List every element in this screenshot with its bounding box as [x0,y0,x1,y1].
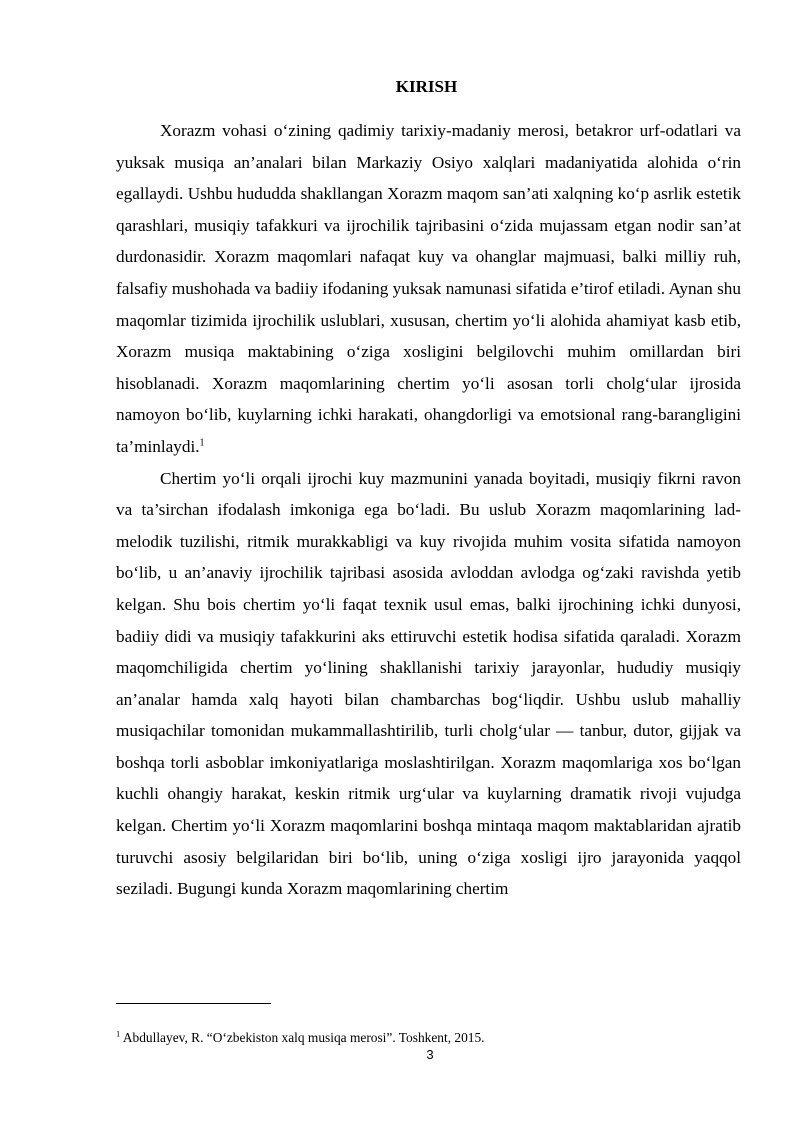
paragraph-text: Xorazm vohasi o‘zining qadimiy tarixiy-madaniy merosi, betakror urf-odatlari va yuksak musiqa an’analari bilan Markaziy Osiyo xalqlari madaniyatida alohida o‘rin egallaydi. Ushbu hududda shakllangan Xorazm maqom san’ati xalqning ko‘p asrlik estetik qarashlari, musiqiy tafakkuri va ijrochilik tajribasini o‘zida mujassam etgan nodir san’at durdonasidir. Xorazm maqomlari nafaqat kuy va ohanglar majmuasi, balki milliy ruh, falsafiy mushohada va badiiy ifodaning yuksak namunasi sifatida e’tirof etiladi. Aynan shu maqomlar tizimida ijrochilik uslublari, xususan, chertim yo‘li alohida ahamiyat kasb etib, Xorazm musiqa maktabining o‘ziga xosligini belgilovchi muhim omillardan biri hisoblanadi. Xorazm maqomlarining chertim yo‘li asosan torli cholg‘ular ijrosida namoyon bo‘lib, kuylarning ichki harakati, ohangdorligi va emotsional rang-barangligini ta’minlaydi. [116,121,741,456]
paragraph: Chertim yo‘li orqali ijrochi kuy mazmunini yanada boyitadi, musiqiy fikrni ravon va ta’sirchan ifodalash imkoniga ega bo‘ladi. Bu uslub Xorazm maqomlarining lad-melodik tuzilishi, ritmik murakkabligi va kuy rivojida muhim vosita sifatida namoyon bo‘lib, u an’anaviy ijrochilik tajribasi asosida avloddan avlodga og‘zaki ravishda yetib kelgan. Shu bois chertim yo‘li faqat texnik usul emas, balki ijrochining ichki dunyosi, badiiy didi va musiqiy tafakkurini aks ettiruvchi estetik hodisa sifatida qaraladi. Xorazm maqomchiligida chertim yo‘lining shakllanishi tarixiy jarayonlar, hududiy musiqiy an’analar hamda xalq hayoti bilan chambarchas bog‘liqdir. Ushbu uslub mahalliy musiqachilar tomonidan mukammallashtirilib, turli cholg‘ular — tanbur, dutor, gijjak va boshqa torli asboblar imkoniyatlariga moslashtirilgan. Xorazm maqomlariga xos bo‘lgan kuchli ohangiy harakat, keskin ritmik urg‘ular va kuylarning dramatik rivoji vujudga kelgan. Chertim yo‘li Xorazm maqomlarini boshqa mintaqa maqom maktablaridan ajratib turuvchi asosiy belgilaridan biri bo‘lib, uning o‘ziga xosligi ijro jarayonida yaqqol seziladi. Bugungi kunda Xorazm maqomlarining chertim [116,468,741,899]
footnote-reference[interactable]: 1 [199,437,205,449]
page-number: 3 [426,1047,434,1062]
body-text [116,115,741,905]
paragraph [116,115,741,463]
footnote [116,1029,741,1047]
footnote-separator [116,1003,271,1004]
footnote-number: 1 [116,1028,121,1039]
footnote-text: Abdullayev, R. “O‘zbekiston xalq musiqa merosi”. Toshkent, 2015. [120,1030,485,1045]
section-title: KIRISH [395,77,458,96]
